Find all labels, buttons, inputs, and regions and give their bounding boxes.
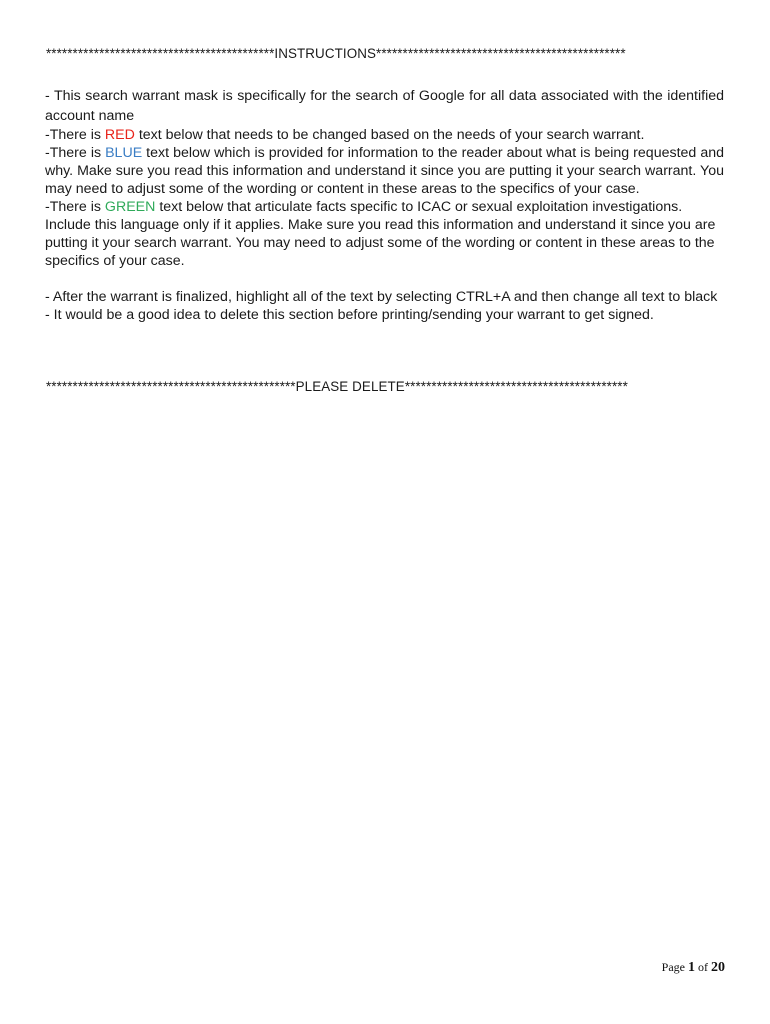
please-delete-banner: ***********************************************PLEASE DELETE****************************************** bbox=[46, 379, 628, 394]
page-label: Page bbox=[661, 960, 685, 974]
page-number-footer bbox=[662, 960, 725, 976]
green-keyword: GREEN bbox=[104, 199, 156, 215]
page-current: 1 bbox=[688, 960, 695, 975]
blue-suffix: text below which is provided for information to the reader about what is being requested and why. Make sure you read this information and understand it since you are putting it your search warrant. You may need to adjust some of the wording or content in these areas to the specifics of your case. bbox=[45, 145, 724, 197]
after-finalized-paragraph: - After the warrant is finalized, highlight all of the text by selecting CTRL+A and then change all text to black bbox=[45, 289, 718, 305]
intro-paragraph: - This search warrant mask is specifically for the search of Google for all data associated with the identified account name bbox=[45, 88, 724, 124]
red-keyword: RED bbox=[104, 127, 135, 143]
paragraph-spacer bbox=[45, 270, 724, 288]
green-suffix: text below that articulate facts specific to ICAC or sexual exploitation investigations. Include this language only if it applies. Make sure you read this information and understand it since you are putting it your search warrant. You may need to adjust some of the wording or content in these areas to the specifics of your case. bbox=[45, 199, 716, 269]
red-prefix: -There is bbox=[45, 127, 105, 143]
instructions-body bbox=[45, 86, 724, 324]
blue-text-paragraph bbox=[45, 144, 724, 198]
red-text-paragraph bbox=[45, 126, 724, 144]
of-label: of bbox=[698, 960, 708, 974]
blue-prefix: -There is bbox=[45, 145, 106, 161]
page-total: 20 bbox=[711, 960, 725, 975]
instructions-banner: *******************************************INSTRUCTIONS*********************************************** bbox=[46, 46, 626, 61]
delete-note-paragraph: - It would be a good idea to delete this section before printing/sending your warrant to get signed. bbox=[45, 307, 654, 323]
green-prefix: -There is bbox=[45, 199, 105, 215]
blue-keyword: BLUE bbox=[105, 145, 143, 161]
green-text-paragraph bbox=[45, 198, 724, 270]
red-suffix: text below that needs to be changed based on the needs of your search warrant. bbox=[134, 127, 645, 143]
